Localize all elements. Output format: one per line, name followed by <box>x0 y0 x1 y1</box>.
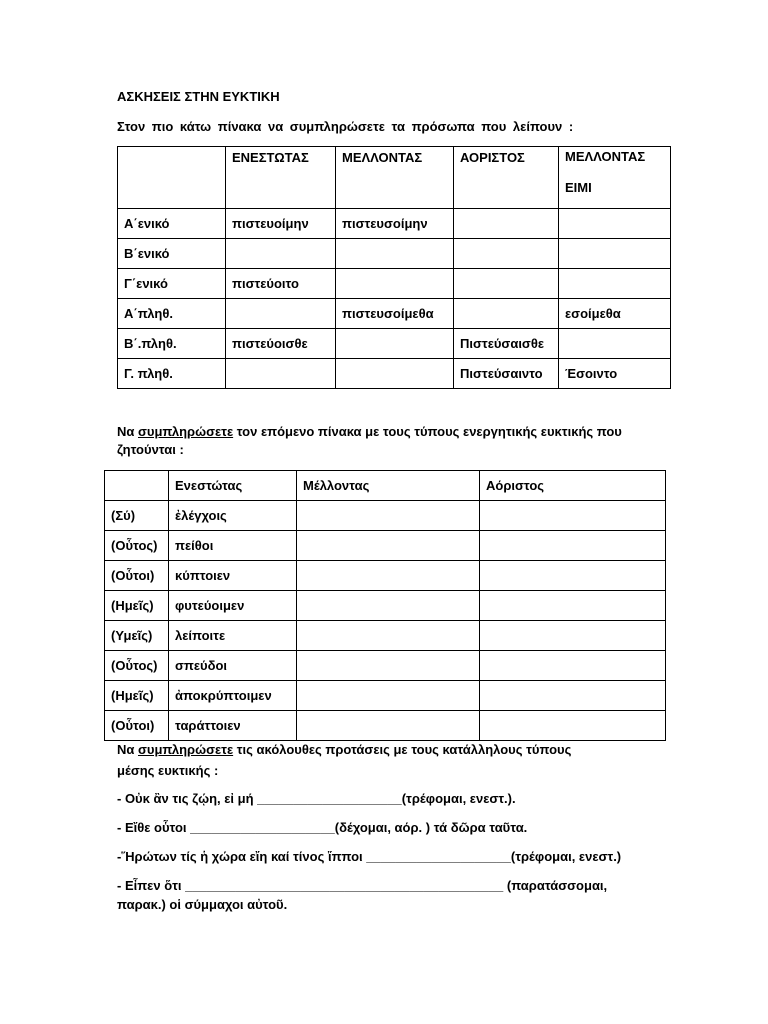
table-row <box>105 531 666 561</box>
cell[interactable] <box>480 681 666 711</box>
cell[interactable] <box>480 591 666 621</box>
cell[interactable] <box>297 621 480 651</box>
cell[interactable] <box>336 359 454 389</box>
instruction-3-line2: μέσης ευκτικής : <box>117 763 219 778</box>
cell: λείποιτε <box>169 621 297 651</box>
sentence-3: -Ἥρώτων τίς ἡ χώρα εἴη καί τίνος ἵπποι ____________________(τρέφομαι, ενεστ.) <box>117 849 622 864</box>
row-label: (Ημεῖς) <box>105 591 169 621</box>
table-row <box>105 651 666 681</box>
cell[interactable]: πιστευοίμην <box>226 209 336 239</box>
instruction-3-pre: Να <box>117 742 138 757</box>
cell[interactable] <box>336 239 454 269</box>
cell: φυτεύοιμεν <box>169 591 297 621</box>
cell[interactable] <box>226 299 336 329</box>
instruction-2-line2: ζητούνται : <box>117 442 184 457</box>
cell[interactable] <box>226 239 336 269</box>
table-row <box>105 561 666 591</box>
header-eimi-label: ΕΙΜΙ <box>565 180 592 195</box>
cell[interactable] <box>559 209 671 239</box>
table-active-optative <box>104 470 666 741</box>
table-row <box>105 711 666 741</box>
header-cell-empty <box>118 147 226 209</box>
cell: σπεύδοι <box>169 651 297 681</box>
cell[interactable] <box>559 329 671 359</box>
cell[interactable]: εσοίμεθα <box>559 299 671 329</box>
cell[interactable]: πιστεύοιτο <box>226 269 336 299</box>
instruction-3 <box>117 741 571 759</box>
cell[interactable] <box>297 501 480 531</box>
cell[interactable] <box>454 299 559 329</box>
cell[interactable] <box>297 711 480 741</box>
row-label: Α΄ενικό <box>118 209 226 239</box>
header-cell-future: ΜΕΛΛΟΝΤΑΣ <box>336 147 454 209</box>
instruction-1: Στον πιο κάτω πίνακα να συμπληρώσετε τα πρόσωπα που λείπουν : <box>117 119 574 134</box>
cell: ταράττοιεν <box>169 711 297 741</box>
table-row <box>105 501 666 531</box>
sentence-1: - Οὐκ ἂν τις ζῴη, εἰ μή ____________________(τρέφομαι, ενεστ.). <box>117 791 516 806</box>
cell[interactable] <box>226 359 336 389</box>
header-cell-aorist: ΑΟΡΙΣΤΟΣ <box>454 147 559 209</box>
cell[interactable] <box>480 561 666 591</box>
table-verb-persons <box>117 146 671 389</box>
header-cell-present: ΕΝΕΣΤΩΤΑΣ <box>226 147 336 209</box>
row-label: (Ημεῖς) <box>105 681 169 711</box>
row-label: Γ΄ενικό <box>118 269 226 299</box>
cell: ἐλέγχοις <box>169 501 297 531</box>
header-cell-future: Μέλλοντας <box>297 471 480 501</box>
cell[interactable]: Πιστεύσαιντο <box>454 359 559 389</box>
cell[interactable]: πιστεύοισθε <box>226 329 336 359</box>
table-header-row <box>118 147 671 209</box>
instruction-2-pre: Να <box>117 424 138 439</box>
instruction-2-underlined: συμπληρώσετε <box>138 424 234 439</box>
table-row <box>105 591 666 621</box>
header-cell-aorist: Αόριστος <box>480 471 666 501</box>
cell[interactable] <box>480 711 666 741</box>
cell[interactable] <box>297 651 480 681</box>
row-label: Α΄πληθ. <box>118 299 226 329</box>
cell[interactable] <box>297 531 480 561</box>
row-label: (Οὗτος) <box>105 651 169 681</box>
cell[interactable]: πιστευσοίμεθα <box>336 299 454 329</box>
cell[interactable] <box>480 531 666 561</box>
cell: ἀποκρύπτοιμεν <box>169 681 297 711</box>
cell[interactable] <box>480 621 666 651</box>
row-label: (Σύ) <box>105 501 169 531</box>
table-row <box>118 359 671 389</box>
cell[interactable] <box>297 561 480 591</box>
header-cell-future-eimi <box>559 147 671 209</box>
sentence-2: - Εἴθε οὗτοι ____________________(δέχομαι, αόρ. ) τά δῶρα ταῦτα. <box>117 820 528 835</box>
row-label: Β΄ενικό <box>118 239 226 269</box>
table-row <box>118 269 671 299</box>
cell[interactable] <box>480 651 666 681</box>
table-row <box>105 621 666 651</box>
page-title: ΑΣΚΗΣΕΙΣ ΣΤΗΝ ΕΥΚΤΙΚΗ <box>117 89 280 104</box>
row-label: Γ. πληθ. <box>118 359 226 389</box>
cell[interactable] <box>336 329 454 359</box>
cell[interactable]: Πιστεύσαισθε <box>454 329 559 359</box>
table-row <box>118 239 671 269</box>
table-row <box>105 681 666 711</box>
header-cell-empty <box>105 471 169 501</box>
sentence-4: - Εἶπεν ὅτι ____________________________________________ (παρατάσσομαι, <box>117 878 608 893</box>
table-row <box>118 299 671 329</box>
cell[interactable] <box>297 591 480 621</box>
cell[interactable] <box>454 239 559 269</box>
cell[interactable] <box>559 239 671 269</box>
cell[interactable] <box>454 269 559 299</box>
header-future-label: ΜΕΛΛΟΝΤΑΣ <box>565 149 646 164</box>
cell: κύπτοιεν <box>169 561 297 591</box>
cell[interactable] <box>480 501 666 531</box>
cell[interactable] <box>336 269 454 299</box>
cell[interactable]: πιστευσοίμην <box>336 209 454 239</box>
instruction-2 <box>117 423 622 441</box>
table-row <box>118 209 671 239</box>
row-label: Β΄.πληθ. <box>118 329 226 359</box>
cell[interactable]: Έσοιντο <box>559 359 671 389</box>
cell[interactable] <box>559 269 671 299</box>
cell: πείθοι <box>169 531 297 561</box>
cell[interactable] <box>297 681 480 711</box>
table-header-row <box>105 471 666 501</box>
cell[interactable] <box>454 209 559 239</box>
row-label: (Οὗτοι) <box>105 561 169 591</box>
header-cell-present: Ενεστώτας <box>169 471 297 501</box>
instruction-3-post: τις ακόλουθες προτάσεις με τους κατάλληλους τύπους <box>233 742 572 757</box>
sentence-4-continued: παρακ.) οἱ σύμμαχοι αὐτοῦ. <box>117 897 288 912</box>
table-row <box>118 329 671 359</box>
instruction-3-underlined: συμπληρώσετε <box>138 742 234 757</box>
instruction-2-post: τον επόμενο πίνακα με τους τύπους ενεργητικής ευκτικής που <box>233 424 622 439</box>
row-label: (Οὗτοι) <box>105 711 169 741</box>
row-label: (Οὗτος) <box>105 531 169 561</box>
row-label: (Υμεῖς) <box>105 621 169 651</box>
